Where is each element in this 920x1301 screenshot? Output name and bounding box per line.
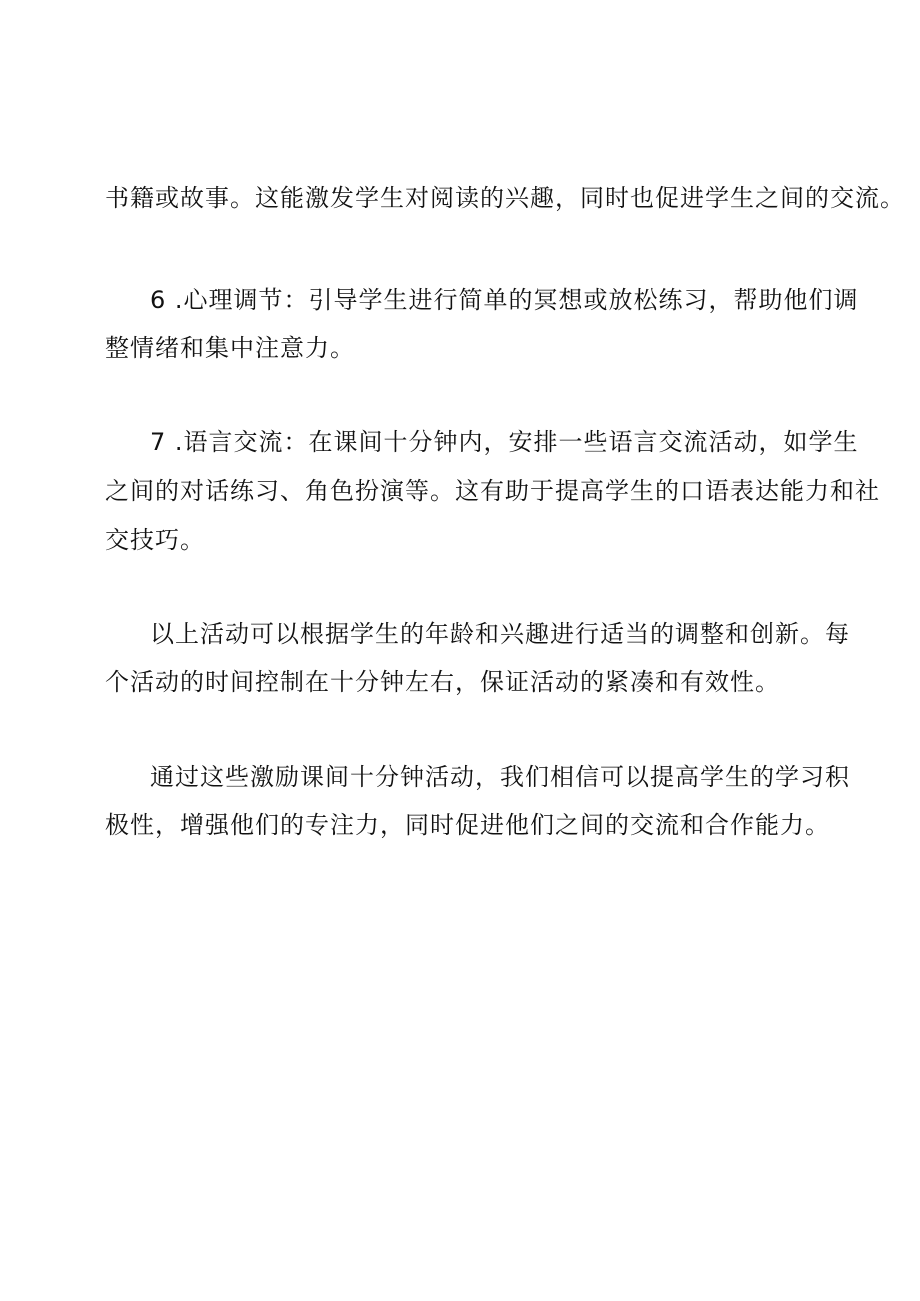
text-line: 以上活动可以根据学生的年龄和兴趣进行适当的调整和创新。每: [150, 620, 850, 648]
text-line: 整情绪和集中注意力。: [105, 334, 355, 362]
text-line: 通过这些激励课间十分钟活动，我们相信可以提高学生的学习积: [150, 763, 850, 791]
text-line: 交技巧。: [105, 526, 205, 554]
text-line: 书籍或故事。这能激发学生对阅读的兴趣，同时也促进学生之间的交流。: [105, 184, 905, 212]
text-line: 个活动的时间控制在十分钟左右，保证活动的紧凑和有效性。: [105, 668, 780, 696]
text-line: 极性，增强他们的专注力，同时促进他们之间的交流和合作能力。: [105, 811, 830, 839]
text-line: 之间的对话练习、角色扮演等。这有助于提高学生的口语表达能力和社: [105, 477, 880, 505]
text-line: 6 .心理调节：引导学生进行简单的冥想或放松练习，帮助他们调: [150, 286, 859, 314]
text-line: 7 .语言交流：在课间十分钟内，安排一些语言交流活动，如学生: [150, 428, 859, 456]
